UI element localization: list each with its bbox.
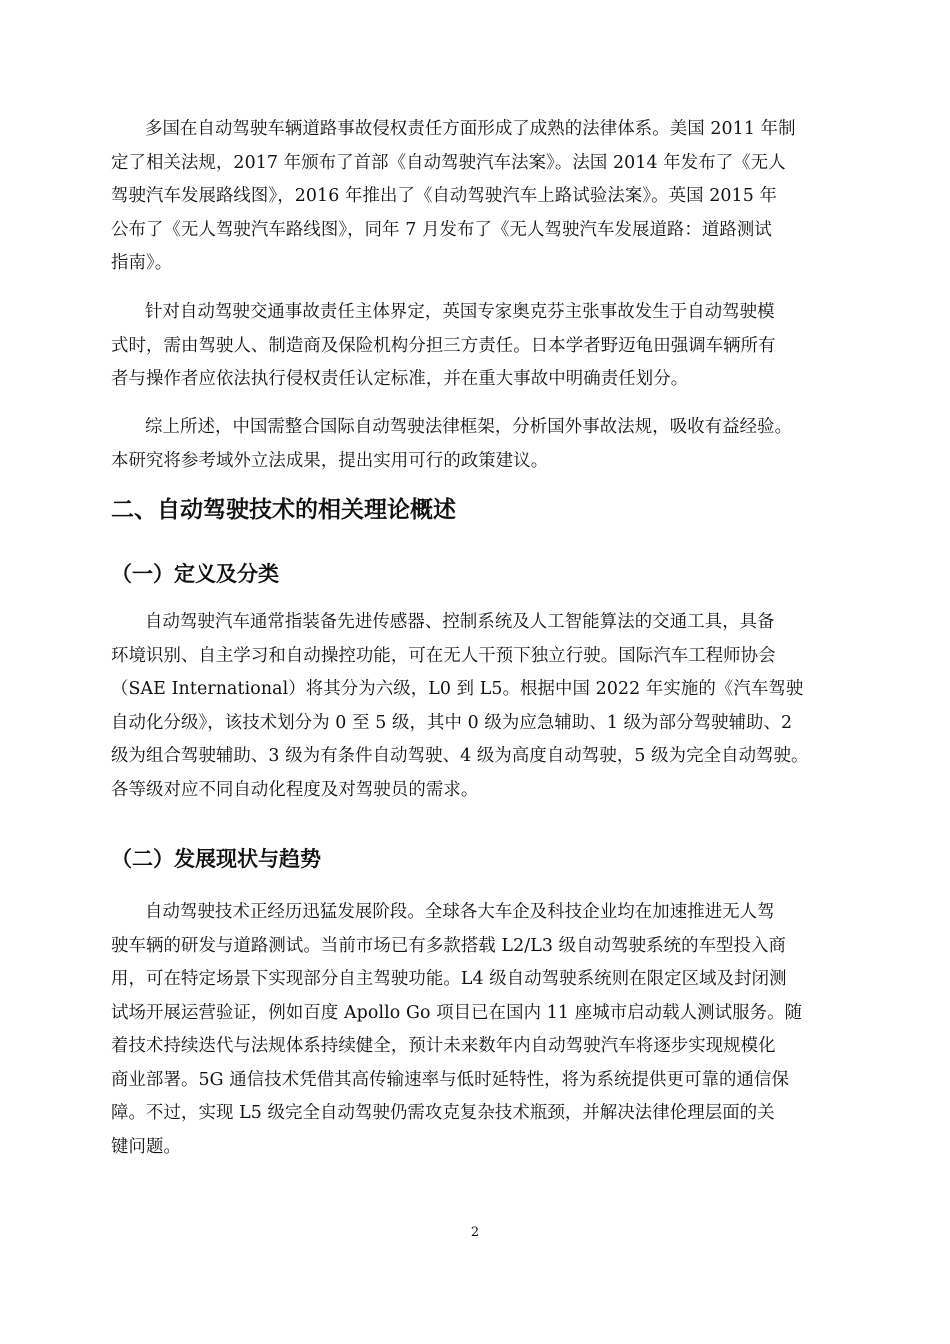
paragraph-line: 各等级对应不同自动化程度及对驾驶员的需求。 xyxy=(111,779,479,800)
paragraph-line: 试场开展运营验证，例如百度 Apollo Go 项目已在国内 11 座城市启动载人测试服务。随 xyxy=(111,1002,803,1023)
paragraph-line: 定了相关法规，2017 年颁布了首部《自动驾驶汽车法案》。法国 2014 年发布了《无人 xyxy=(111,152,786,173)
paragraph-line: 驾驶汽车发展路线图》，2016 年推出了《自动驾驶汽车上路试验法案》。英国 2015 年 xyxy=(111,186,777,206)
paragraph-summary xyxy=(111,411,849,478)
subsection-heading-status: （二）发展现状与趋势 xyxy=(111,847,321,871)
paragraph-foreign-legislation xyxy=(111,113,849,281)
paragraph-line: 商业部署。5G 通信技术凭借其高传输速率与低时延特性，将为系统提供更可靠的通信保 xyxy=(111,1069,789,1090)
paragraph-line: （SAE International）将其分为六级，L0 到 L5。根据中国 2022 年实施的《汽车驾驶 xyxy=(111,679,804,699)
paragraph-line: 着技术持续迭代与法规体系持续健全，预计未来数年内自动驾驶汽车将逐步实现规模化 xyxy=(111,1036,776,1056)
paragraph-definition xyxy=(111,606,849,807)
paragraph-line: 式时，需由驾驶人、制造商及保险机构分担三方责任。日本学者野迈龟田强调车辆所有 xyxy=(111,335,776,356)
paragraph-line: 自动化分级》，该技术划分为 0 至 5 级，其中 0 级为应急辅助、1 级为部分驾驶辅助、2 xyxy=(111,712,793,733)
subsection-heading-definition: （一）定义及分类 xyxy=(111,562,279,586)
page-number: 2 xyxy=(470,1225,480,1240)
section-heading: 二、自动驾驶技术的相关理论概述 xyxy=(111,497,456,523)
paragraph-line: 综上所述，中国需整合国际自动驾驶法律框架，分析国外事故法规，吸收有益经验。 xyxy=(145,417,793,437)
paragraph-line: 自动驾驶技术正经历迅猛发展阶段。全球各大车企及科技企业均在加速推进无人驾 xyxy=(145,902,775,922)
paragraph-line: 自动驾驶汽车通常指装备先进传感器、控制系统及人工智能算法的交通工具，具备 xyxy=(145,612,775,632)
paragraph-line: 键问题。 xyxy=(111,1136,181,1157)
paragraph-line: 障。不过，实现 L5 级完全自动驾驶仍需攻克复杂技术瓶颈，并解决法律伦理层面的关 xyxy=(111,1103,775,1123)
paragraph-line: 针对自动驾驶交通事故责任主体界定，英国专家奥克芬主张事故发生于自动驾驶模 xyxy=(145,302,775,322)
paragraph-line: 用，可在特定场景下实现部分自主驾驶功能。L4 级自动驾驶系统则在限定区域及封闭测 xyxy=(111,969,787,989)
paragraph-line: 者与操作者应依法执行侵权责任认定标准，并在重大事故中明确责任划分。 xyxy=(111,369,689,389)
paragraph-liability-views xyxy=(111,296,849,397)
paragraph-line: 驶车辆的研发与道路测试。当前市场已有多款搭载 L2/L3 级自动驾驶系统的车型投入商 xyxy=(111,935,787,956)
paragraph-line: 级为组合驾驶辅助、3 级为有条件自动驾驶、4 级为高度自动驾驶，5 级为完全自动驾驶。 xyxy=(111,746,809,766)
paragraph-line: 多国在自动驾驶车辆道路事故侵权责任方面形成了成熟的法律体系。美国 2011 年制 xyxy=(145,119,796,139)
paragraph-line: 指南》。 xyxy=(111,253,173,273)
paragraph-line: 本研究将参考域外立法成果，提出实用可行的政策建议。 xyxy=(111,450,549,471)
paragraph-status-trends xyxy=(111,896,849,1164)
paragraph-line: 公布了《无人驾驶汽车路线图》，同年 7 月发布了《无人驾驶汽车发展道路：道路测试 xyxy=(111,219,772,240)
paragraph-line: 环境识别、自主学习和自动操控功能，可在无人干预下独立行驶。国际汽车工程师协会 xyxy=(111,645,776,666)
